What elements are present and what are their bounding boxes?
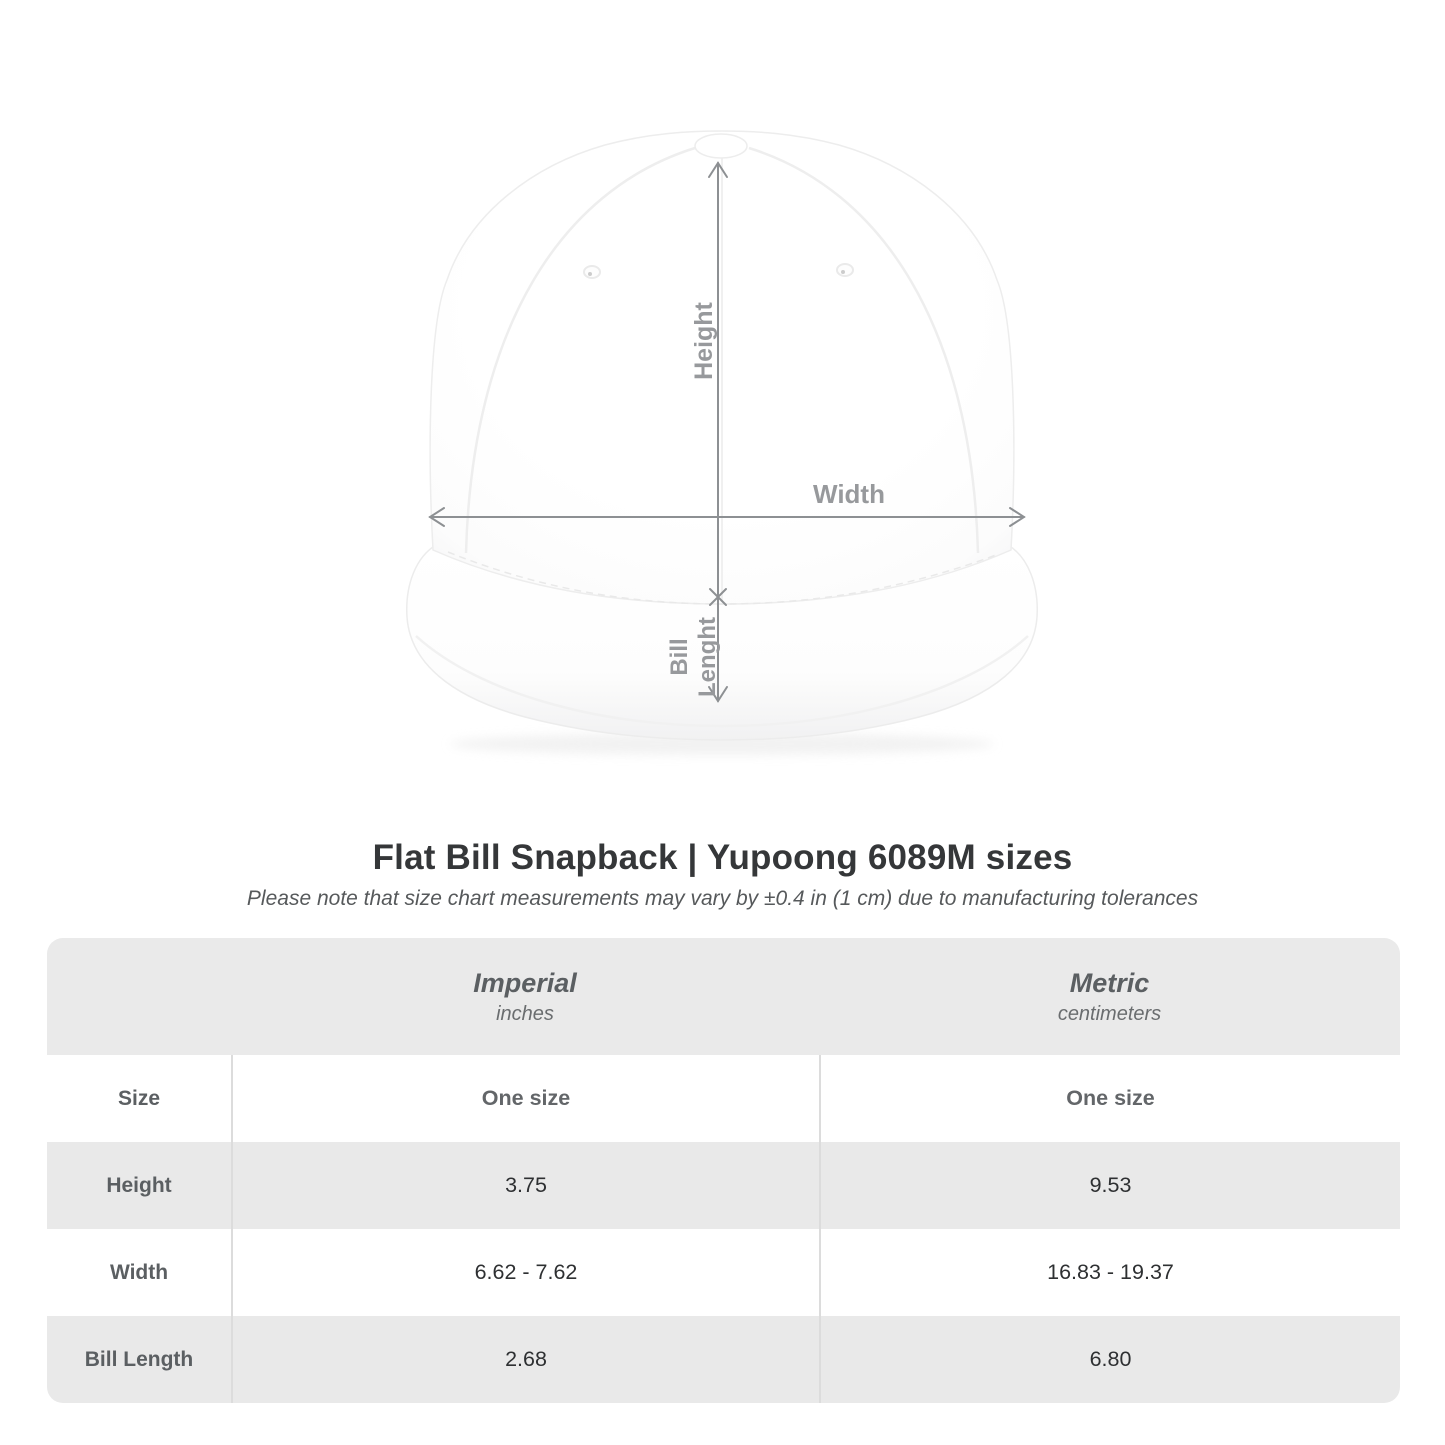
metric-value-cell: 9.53 [819, 1142, 1400, 1229]
metric-value-cell: One size [819, 1055, 1400, 1142]
hat-button [695, 134, 747, 158]
table-row-height [47, 1142, 1400, 1229]
imperial-value-cell: 2.68 [231, 1316, 819, 1403]
imperial-column-label: Imperial [473, 967, 577, 998]
row-label-cell: Bill Length [84, 1347, 194, 1371]
metric-value-cell: 6.80 [819, 1316, 1400, 1403]
hat-crown [430, 131, 1014, 604]
header-spacer-cell [47, 938, 231, 1055]
row-label-cell: Width [109, 1260, 169, 1284]
width-label: Width [813, 479, 885, 509]
imperial-column-sublabel: inches [496, 1002, 554, 1025]
title-block [0, 838, 1445, 911]
metric-column-sublabel: centimeters [1057, 1002, 1162, 1025]
height-label: Height [690, 302, 718, 380]
table-row-width [47, 1229, 1400, 1316]
hat-size-diagram [385, 100, 1065, 780]
table-header-row [47, 938, 1400, 1055]
metric-column-label: Metric [1069, 967, 1150, 998]
row-label-cell: Size [117, 1086, 161, 1110]
header-metric-cell [819, 938, 1400, 1055]
bill-length-label-line1: Bill [666, 638, 693, 676]
imperial-value-cell: One size [231, 1055, 819, 1142]
row-label-cell: Height [106, 1173, 172, 1197]
imperial-value-cell: 6.62 - 7.62 [231, 1229, 819, 1316]
header-imperial-cell [231, 938, 819, 1055]
size-table [47, 938, 1400, 1403]
table-row-size [47, 1055, 1400, 1142]
page-subtitle: Please note that size chart measurements may vary by ±0.4 in (1 cm) due to manufacturing tolerances [246, 887, 1199, 910]
bill-length-label-line2: Lenght [694, 617, 721, 697]
table-row-bill-length [47, 1316, 1400, 1403]
metric-value-cell: 16.83 - 19.37 [819, 1229, 1400, 1316]
imperial-value-cell: 3.75 [231, 1142, 819, 1229]
page-title: Flat Bill Snapback | Yupoong 6089M sizes [372, 838, 1073, 877]
hat-eyelet-right [837, 264, 853, 276]
hat-eyelet-left [584, 266, 600, 278]
